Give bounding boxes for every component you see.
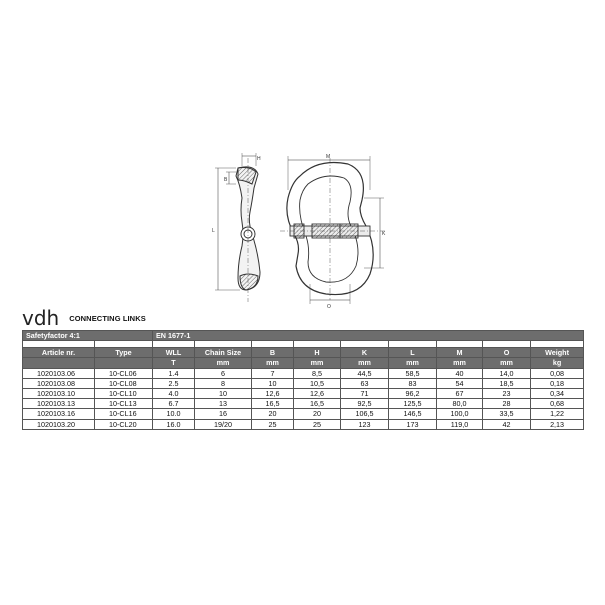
table-cell: 2.5 (153, 378, 195, 388)
spacer-cell (389, 341, 437, 348)
table-cell: 1.4 (153, 368, 195, 378)
table-cell: 18,5 (483, 378, 531, 388)
table-cell: 10 (252, 378, 294, 388)
table-row (23, 409, 584, 419)
dim-label-m: M (326, 154, 331, 160)
table-cell: 40 (437, 368, 483, 378)
column-header: L (389, 348, 437, 358)
column-header-row (23, 348, 584, 358)
spacer-cell (341, 341, 389, 348)
table-cell: 4.0 (153, 389, 195, 399)
table-cell: 10 (195, 389, 252, 399)
table-row (23, 399, 584, 409)
unit-header: mm (341, 358, 389, 368)
unit-header: mm (195, 358, 252, 368)
table-cell: 123 (341, 419, 389, 429)
unit-header: kg (531, 358, 584, 368)
table-cell: 12,6 (294, 389, 341, 399)
spacer-cell (483, 341, 531, 348)
table-row (23, 368, 584, 378)
table-cell: 6 (195, 368, 252, 378)
table-cell: 67 (437, 389, 483, 399)
table-cell: 14,0 (483, 368, 531, 378)
unit-header: mm (294, 358, 341, 368)
table-cell: 125,5 (389, 399, 437, 409)
table-cell: 20 (294, 409, 341, 419)
table-cell: 1020103.13 (23, 399, 95, 409)
unit-header (95, 358, 153, 368)
table-cell: 2,13 (531, 419, 584, 429)
table-cell: 146,5 (389, 409, 437, 419)
table-cell: 0,08 (531, 368, 584, 378)
spacer-cell (95, 341, 153, 348)
table-cell: 13 (195, 399, 252, 409)
table-cell: 10,5 (294, 378, 341, 388)
table-cell: 16,5 (252, 399, 294, 409)
table-cell: 10-CL06 (95, 368, 153, 378)
safety-factor: Safetyfactor 4:1 (23, 331, 153, 341)
standard: EN 1677-1 (153, 331, 584, 341)
spacer-cell (437, 341, 483, 348)
table-cell: 10-CL08 (95, 378, 153, 388)
spacer-cell (252, 341, 294, 348)
table-cell: 10-CL16 (95, 409, 153, 419)
table-cell: 10-CL10 (95, 389, 153, 399)
table-cell: 80,0 (437, 399, 483, 409)
table-cell: 25 (252, 419, 294, 429)
spacer-cell (195, 341, 252, 348)
dim-label-k: K (382, 231, 386, 237)
table-cell: 23 (483, 389, 531, 399)
table-cell: 1020103.16 (23, 409, 95, 419)
table-cell: 1020103.08 (23, 378, 95, 388)
product-heading: CONNECTING LINKS (69, 313, 146, 323)
table-row (23, 419, 584, 429)
table-cell: 10-CL13 (95, 399, 153, 409)
table-cell: 71 (341, 389, 389, 399)
unit-header-row (23, 358, 584, 368)
table-cell: 12,6 (252, 389, 294, 399)
table-cell: 0,18 (531, 378, 584, 388)
table-cell: 16.0 (153, 419, 195, 429)
unit-header (23, 358, 95, 368)
table-cell: 16,5 (294, 399, 341, 409)
side-view (215, 153, 260, 302)
table-cell: 42 (483, 419, 531, 429)
dim-label-o: O (327, 304, 331, 310)
table-cell: 119,0 (437, 419, 483, 429)
table-cell: 100,0 (437, 409, 483, 419)
spec-table (22, 330, 584, 430)
table-cell: 58,5 (389, 368, 437, 378)
table-cell: 173 (389, 419, 437, 429)
table-row (23, 389, 584, 399)
brand-header (22, 308, 146, 328)
column-header: B (252, 348, 294, 358)
column-header: H (294, 348, 341, 358)
table-cell: 33,5 (483, 409, 531, 419)
table-cell: 20 (252, 409, 294, 419)
table-row (23, 378, 584, 388)
table-cell: 10-CL20 (95, 419, 153, 429)
safety-band-row (23, 331, 584, 341)
unit-header: mm (389, 358, 437, 368)
table-cell: 16 (195, 409, 252, 419)
table-cell: 6.7 (153, 399, 195, 409)
table-cell: 92,5 (341, 399, 389, 409)
table-cell: 63 (341, 378, 389, 388)
table-cell: 54 (437, 378, 483, 388)
spacer-row (23, 341, 584, 348)
column-header: Chain Size (195, 348, 252, 358)
table-cell: 0,34 (531, 389, 584, 399)
table-cell: 1,22 (531, 409, 584, 419)
column-header: K (341, 348, 389, 358)
table-cell: 1020103.06 (23, 368, 95, 378)
column-header: M (437, 348, 483, 358)
table-cell: 44,5 (341, 368, 389, 378)
spacer-cell (153, 341, 195, 348)
vdh-logo: vdh (22, 306, 60, 330)
dim-label-l: L (212, 228, 215, 234)
table-cell: 19/20 (195, 419, 252, 429)
table-cell: 8,5 (294, 368, 341, 378)
table-cell: 25 (294, 419, 341, 429)
table-cell: 7 (252, 368, 294, 378)
unit-header: mm (483, 358, 531, 368)
column-header: Weight (531, 348, 584, 358)
column-header: O (483, 348, 531, 358)
table-cell: 96,2 (389, 389, 437, 399)
table-cell: 83 (389, 378, 437, 388)
table-cell: 0,68 (531, 399, 584, 409)
spacer-cell (294, 341, 341, 348)
unit-header: T (153, 358, 195, 368)
front-view (280, 156, 385, 304)
table-cell: 106,5 (341, 409, 389, 419)
table-cell: 8 (195, 378, 252, 388)
column-header: Article nr. (23, 348, 95, 358)
table-cell: 10.0 (153, 409, 195, 419)
column-header: Type (95, 348, 153, 358)
table-cell: 1020103.20 (23, 419, 95, 429)
technical-drawing (200, 150, 410, 310)
unit-header: mm (437, 358, 483, 368)
dim-label-h: H (257, 156, 261, 162)
unit-header: mm (252, 358, 294, 368)
column-header: WLL (153, 348, 195, 358)
dim-label-b: B (224, 177, 228, 183)
spacer-cell (23, 341, 95, 348)
table-cell: 1020103.10 (23, 389, 95, 399)
spacer-cell (531, 341, 584, 348)
table-cell: 28 (483, 399, 531, 409)
